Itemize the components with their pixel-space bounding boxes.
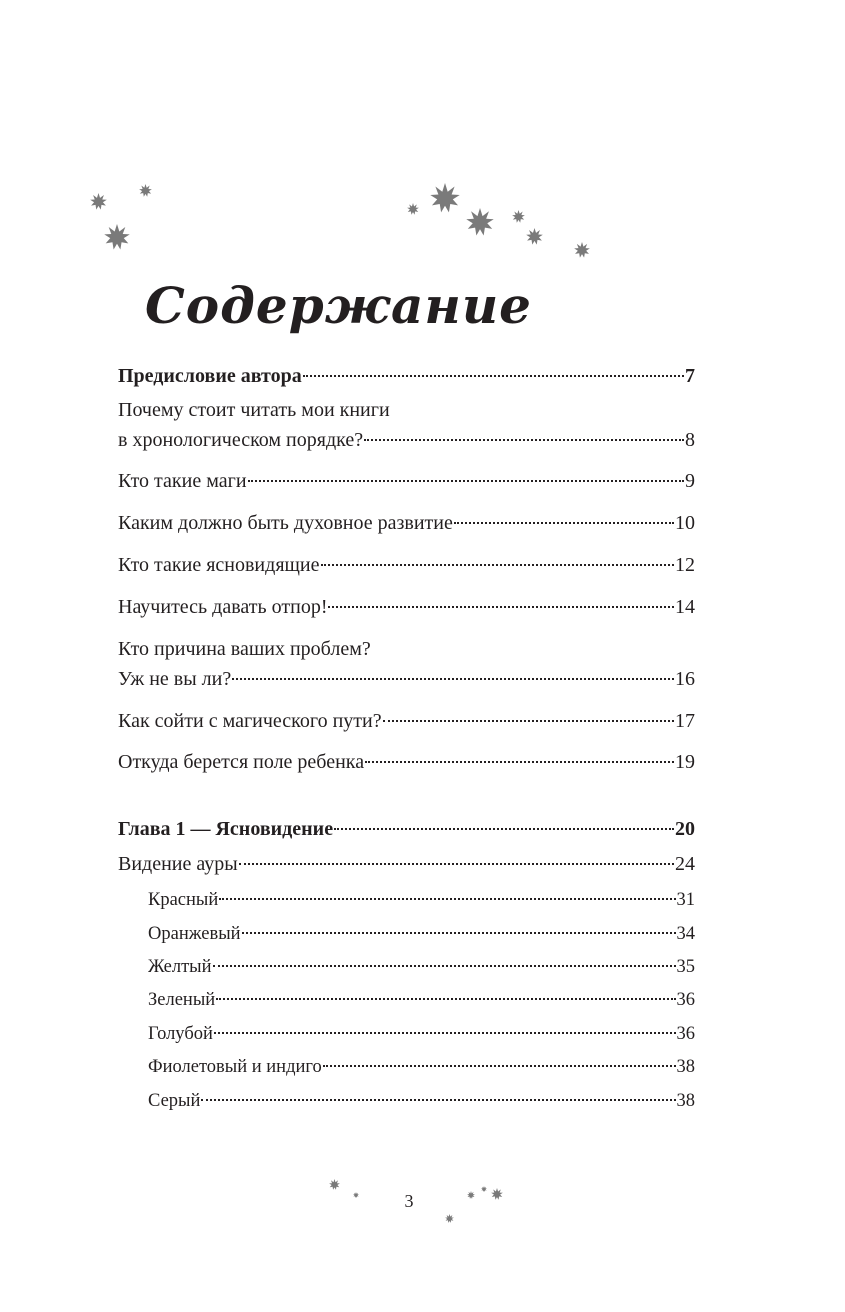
toc-entry-page: 9: [685, 470, 695, 492]
dot-leader: [364, 439, 684, 441]
dot-leader: [214, 1032, 676, 1034]
dot-leader: [383, 720, 674, 722]
dot-leader: [239, 863, 674, 865]
toc-subentry-blue[interactable]: [148, 1020, 695, 1048]
toc-entry-page: 35: [676, 957, 695, 977]
toc-entry-title: Предисловие автора: [118, 365, 302, 387]
page-title: Содержание: [145, 275, 532, 335]
toc-entry-preface[interactable]: [118, 362, 695, 390]
dot-leader: [328, 606, 674, 608]
dot-leader: [201, 1099, 675, 1101]
toc-entry-page: 36: [676, 990, 695, 1010]
dot-leader: [323, 1065, 676, 1067]
toc-entry-child[interactable]: [118, 748, 695, 776]
toc-entry-title: Фиолетовый и индиго: [148, 1057, 322, 1077]
toc-entry-title: в хронологическом порядке?: [118, 429, 364, 451]
toc-entry-page: 24: [675, 853, 695, 875]
toc-entry-page: 16: [675, 668, 695, 690]
toc-entry-page: 31: [676, 890, 695, 910]
toc-subentry-orange[interactable]: [148, 920, 695, 948]
toc-entry-title: Как сойти с магического пути?: [118, 710, 382, 732]
dot-leader: [365, 761, 674, 763]
toc-entry-page: 36: [676, 1024, 695, 1044]
dot-leader: [213, 965, 676, 967]
toc-entry-page: 12: [675, 554, 695, 576]
toc-entry-title: Кто такие маги: [118, 470, 247, 492]
toc-entry-title: Каким должно быть духовное развитие: [118, 512, 453, 534]
dot-leader: [248, 480, 684, 482]
dot-leader: [303, 375, 684, 377]
toc-entry-title: Зеленый: [148, 990, 216, 1010]
toc-entry-page: 20: [675, 818, 695, 840]
toc-entry-page: 8: [685, 429, 695, 451]
page-number: 3: [404, 1191, 414, 1211]
toc-entry-aura[interactable]: [118, 850, 695, 878]
sparkle-decoration-bottom: [0, 1170, 845, 1250]
toc-entry-chapter1[interactable]: [118, 815, 695, 843]
toc-entry-fight[interactable]: [118, 593, 695, 621]
toc-entry-page: 10: [675, 512, 695, 534]
toc-entry-clairvoyants[interactable]: [118, 551, 695, 579]
toc-entry-title: Оранжевый: [148, 924, 241, 944]
toc-entry-title: Красный: [148, 890, 219, 910]
sparkle-decoration-top: [0, 0, 845, 300]
toc-entry-line[interactable]: Почему стоит читать мои книги: [118, 399, 390, 421]
toc-entry-title: Откуда берется поле ребенка: [118, 751, 365, 773]
dot-leader: [334, 828, 674, 830]
toc-entry-why[interactable]: [118, 426, 695, 454]
toc-subentry-grey[interactable]: [148, 1087, 695, 1115]
toc-entry-spiritual[interactable]: [118, 509, 695, 537]
dot-leader: [242, 932, 676, 934]
dot-leader: [232, 678, 674, 680]
toc-entry-title: Глава 1 — Ясновидение: [118, 818, 334, 840]
dot-leader: [216, 998, 675, 1000]
toc-entry-title: Серый: [148, 1091, 201, 1111]
toc-entry-page: 7: [685, 365, 695, 387]
toc-entry-page: 17: [675, 710, 695, 732]
dot-leader: [219, 898, 675, 900]
toc-subentry-violet[interactable]: [148, 1053, 695, 1081]
toc-entry-title: Желтый: [148, 957, 212, 977]
toc-entry-title: Голубой: [148, 1024, 213, 1044]
toc-subentry-red[interactable]: [148, 886, 695, 914]
toc-entry-page: 14: [675, 596, 695, 618]
dot-leader: [454, 522, 674, 524]
toc-entry-title: Научитесь давать отпор!: [118, 596, 328, 618]
toc-subentry-yellow[interactable]: [148, 953, 695, 981]
toc-entry-page: 38: [676, 1057, 695, 1077]
toc-entry-problems[interactable]: [118, 665, 695, 693]
toc-entry-line[interactable]: Кто причина ваших проблем?: [118, 638, 371, 660]
toc-entry-title: Уж не вы ли?: [118, 668, 232, 690]
toc-entry-page: 19: [675, 751, 695, 773]
toc-entry-leave[interactable]: [118, 707, 695, 735]
toc-entry-page: 34: [676, 924, 695, 944]
toc-entry-title: Видение ауры: [118, 853, 238, 875]
toc-entry-title: Кто такие ясновидящие: [118, 554, 320, 576]
dot-leader: [321, 564, 675, 566]
toc-entry-page: 38: [676, 1091, 695, 1111]
toc-entry-mages[interactable]: [118, 467, 695, 495]
toc-subentry-green[interactable]: [148, 986, 695, 1014]
